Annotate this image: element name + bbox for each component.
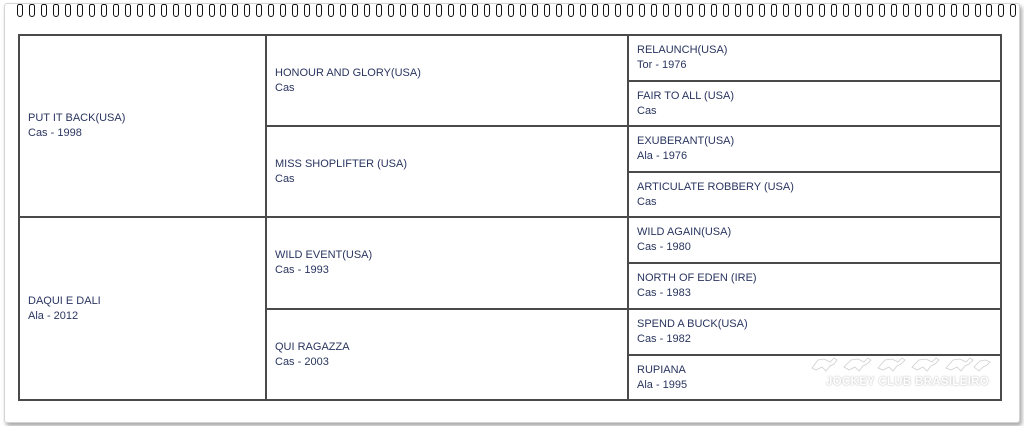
spiral-coil — [783, 4, 789, 17]
horse-name: WILD EVENT(USA) — [275, 249, 373, 261]
spiral-coil — [592, 4, 598, 17]
spiral-coil — [41, 4, 47, 17]
spiral-coil — [663, 4, 669, 17]
spiral-coil — [125, 4, 131, 17]
sire-cell[interactable] — [20, 36, 265, 216]
spiral-coil — [580, 4, 586, 17]
spiral-coil — [173, 4, 179, 17]
spiral-coil — [496, 4, 502, 17]
horse-info: Cas - 1983 — [637, 287, 691, 299]
spiral-coil — [424, 4, 430, 17]
spiral-coil — [963, 4, 969, 17]
dam-cell[interactable] — [20, 218, 265, 399]
spiral-coil — [436, 4, 442, 17]
spiral-coil — [807, 4, 813, 17]
spiral-coil — [304, 4, 310, 17]
spiral-coil — [137, 4, 143, 17]
spiral-coil — [232, 4, 238, 17]
horse-name: HONOUR AND GLORY(USA) — [275, 66, 421, 79]
spiral-coil — [711, 4, 717, 17]
ancestor-cell[interactable] — [629, 264, 1000, 308]
spiral-coil — [819, 4, 825, 17]
ancestor-cell[interactable] — [629, 173, 1000, 216]
spiral-coil — [927, 4, 933, 17]
spiral-coil — [316, 4, 322, 17]
spiral-coil — [759, 4, 765, 17]
ancestor-cell[interactable] — [629, 310, 1000, 354]
spiral-coil — [460, 4, 466, 17]
spiral-coil — [771, 4, 777, 17]
pedigree-table — [18, 34, 1002, 401]
spiral-coil — [723, 4, 729, 17]
spiral-coil — [220, 4, 226, 17]
spiral-coil — [998, 4, 1004, 17]
spiral-coil — [855, 4, 861, 17]
spiral-coil — [915, 4, 921, 17]
spiral-coil — [556, 4, 562, 17]
horse-info: Cas - 2003 — [275, 355, 329, 368]
spiral-coil — [89, 4, 95, 17]
horse-info: Ala - 2012 — [28, 309, 79, 322]
spiral-coil — [448, 4, 454, 17]
spiral-coil — [615, 4, 621, 17]
ancestor-cell[interactable] — [629, 82, 1000, 125]
horse-name: SPEND A BUCK(USA) — [637, 318, 748, 330]
horse-name: QUI RAGAZZA — [275, 340, 350, 353]
spiral-coil — [77, 4, 83, 17]
spiral-coil — [17, 4, 23, 17]
spiral-coil — [879, 4, 885, 17]
spiral-coil — [651, 4, 657, 17]
horse-info: Cas - 1993 — [275, 264, 329, 276]
spiral-coil — [292, 4, 298, 17]
sire-sire-cell[interactable] — [267, 36, 627, 125]
horse-name: EXUBERANT(USA) — [637, 135, 735, 147]
horse-info: Ala - 1995 — [637, 378, 688, 391]
spiral-coil — [508, 4, 514, 17]
spiral-coil — [256, 4, 262, 17]
ancestor-cell[interactable] — [629, 127, 1000, 171]
spiral-coil — [747, 4, 753, 17]
spiral-coil — [280, 4, 286, 17]
spiral-coil — [268, 4, 274, 17]
spiral-coil — [843, 4, 849, 17]
sire-dam-cell[interactable] — [267, 127, 627, 216]
spiral-coil — [795, 4, 801, 17]
spiral-coil — [364, 4, 370, 17]
horse-name: RELAUNCH(USA) — [637, 44, 728, 56]
spiral-coil — [867, 4, 873, 17]
horse-info: Cas — [275, 81, 295, 94]
spiral-coil — [939, 4, 945, 17]
spiral-coil — [400, 4, 406, 17]
spiral-coil — [65, 4, 71, 17]
spiral-binding — [17, 4, 1017, 20]
spiral-coil — [735, 4, 741, 17]
horse-info: Tor - 1976 — [637, 59, 687, 71]
dam-dam-cell[interactable] — [267, 310, 627, 399]
spiral-coil — [113, 4, 119, 17]
spiral-coil — [627, 4, 633, 17]
horse-name: PUT IT BACK(USA) — [28, 112, 126, 124]
spiral-coil — [687, 4, 693, 17]
spiral-coil — [340, 4, 346, 17]
spiral-coil — [831, 4, 837, 17]
horse-name: ARTICULATE ROBBERY (USA) — [637, 180, 794, 193]
spiral-coil — [244, 4, 250, 17]
spiral-coil — [544, 4, 550, 17]
horse-info: Cas - 1982 — [637, 333, 691, 345]
spiral-coil — [603, 4, 609, 17]
spiral-coil — [532, 4, 538, 17]
spiral-coil — [197, 4, 203, 17]
spiral-coil — [568, 4, 574, 17]
jockey-club-watermark — [804, 350, 994, 396]
horse-info: Cas - 1980 — [637, 241, 691, 253]
dam-sire-cell[interactable] — [267, 218, 627, 308]
spiral-coil — [388, 4, 394, 17]
horse-name: FAIR TO ALL (USA) — [637, 89, 734, 102]
horse-info: Cas - 1998 — [28, 127, 82, 139]
spiral-coil — [149, 4, 155, 17]
spiral-coil — [1010, 4, 1016, 17]
spiral-coil — [986, 4, 992, 17]
watermark-text: JOCKEY CLUB BRASILEIRO — [826, 376, 989, 388]
spiral-coil — [675, 4, 681, 17]
spiral-coil — [699, 4, 705, 17]
horse-info: Cas — [637, 104, 657, 117]
ancestor-cell[interactable] — [629, 36, 1000, 80]
horse-info: Cas — [637, 195, 657, 208]
spiral-coil — [209, 4, 215, 17]
spiral-coil — [975, 4, 981, 17]
spiral-coil — [484, 4, 490, 17]
racehorses-logo-icon — [804, 350, 994, 376]
spiral-coil — [29, 4, 35, 17]
horse-name: WILD AGAIN(USA) — [637, 226, 732, 238]
horse-name: DAQUI E DALI — [28, 294, 101, 307]
spiral-coil — [53, 4, 59, 17]
spiral-coil — [412, 4, 418, 17]
horse-name: MISS SHOPLIFTER (USA) — [275, 157, 408, 170]
spiral-coil — [520, 4, 526, 17]
spiral-coil — [328, 4, 334, 17]
spiral-coil — [951, 4, 957, 17]
horse-info: Ala - 1976 — [637, 150, 688, 162]
spiral-coil — [185, 4, 191, 17]
spiral-coil — [101, 4, 107, 17]
spiral-coil — [352, 4, 358, 17]
spiral-coil — [472, 4, 478, 17]
spiral-coil — [376, 4, 382, 17]
spiral-coil — [161, 4, 167, 17]
horse-info: Cas — [275, 172, 295, 185]
horse-name: NORTH OF EDEN (IRE) — [637, 272, 757, 284]
spiral-coil — [891, 4, 897, 17]
ancestor-cell[interactable] — [629, 218, 1000, 262]
spiral-coil — [639, 4, 645, 17]
spiral-coil — [903, 4, 909, 17]
horse-name: RUPIANA — [637, 363, 686, 376]
